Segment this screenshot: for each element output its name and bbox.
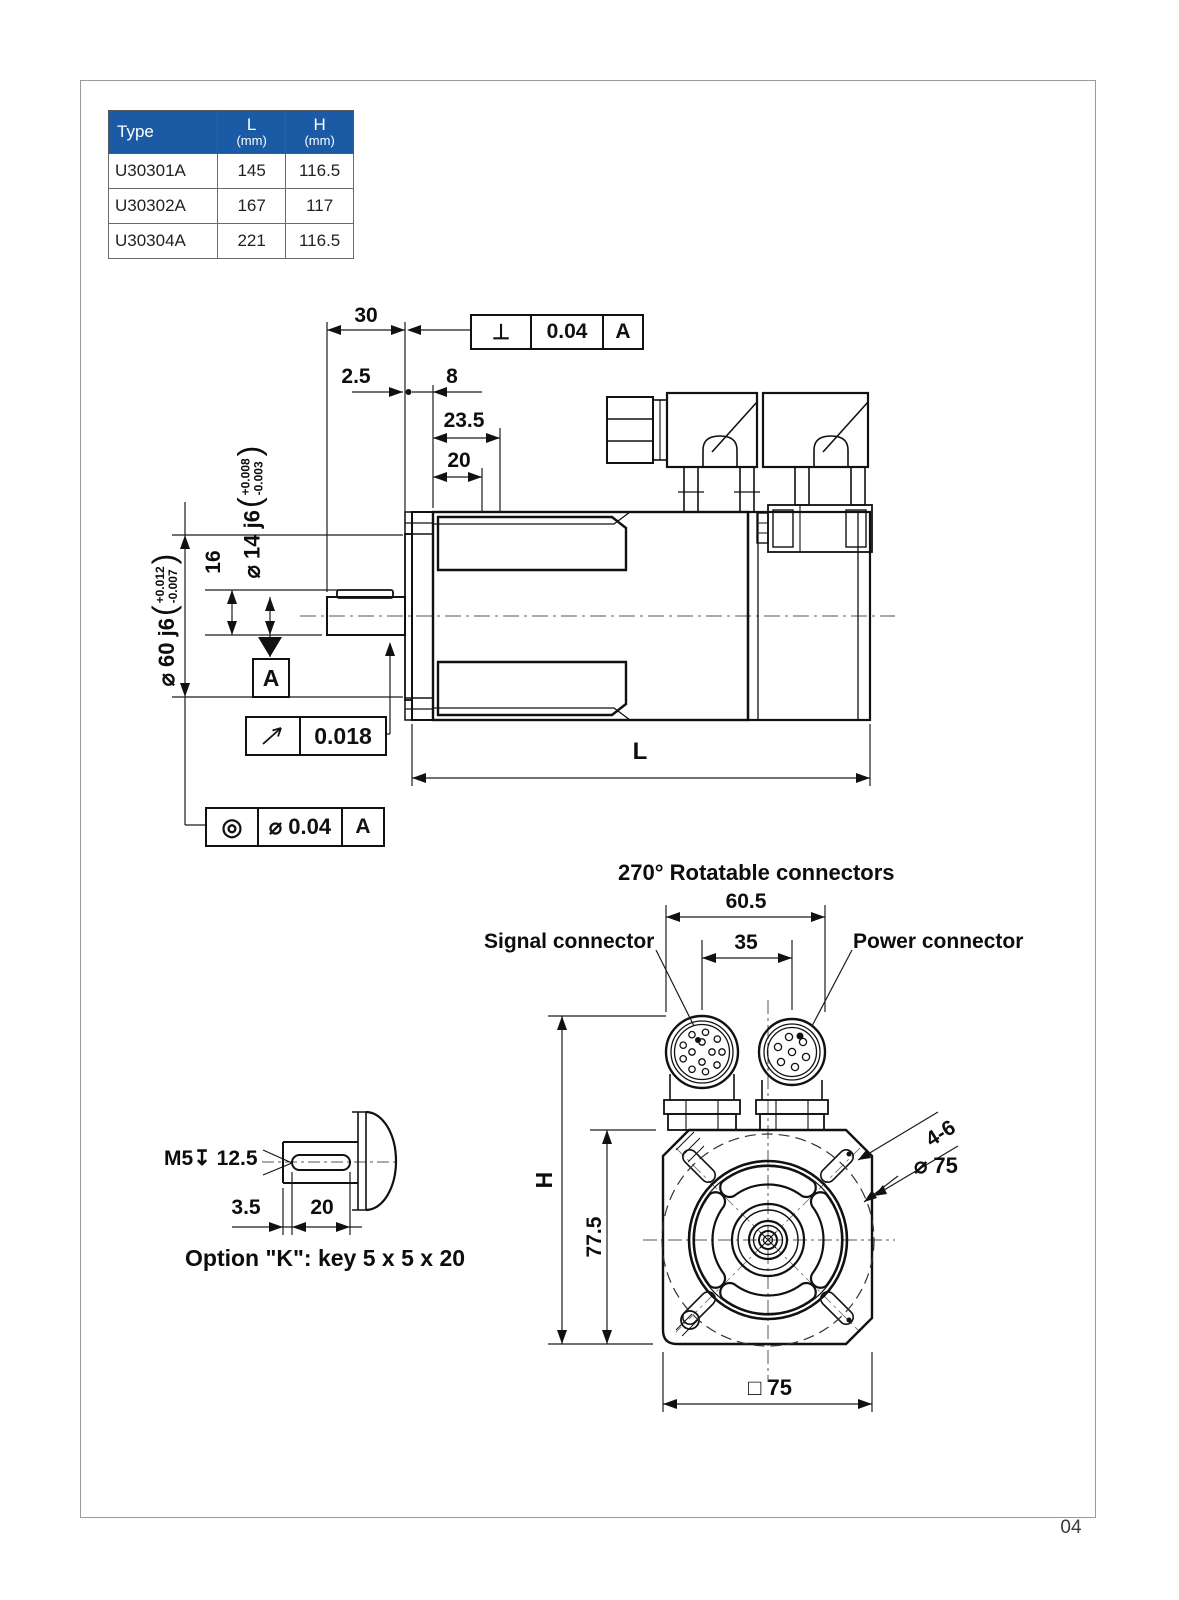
h-cell: 117	[286, 189, 354, 224]
dim-3-5: 3.5	[231, 1196, 261, 1219]
dim-key-length-20: 20	[310, 1196, 334, 1219]
dim-30: 30	[354, 304, 378, 327]
dim-height-h: H	[531, 1171, 557, 1189]
perpendicularity-icon: ⊥	[491, 320, 511, 344]
dim-mount-holes-4-6: 4-6	[921, 1115, 960, 1152]
col-header-l: L (mm)	[218, 111, 286, 154]
fcf-concentricity	[205, 807, 385, 847]
fcf-runout	[245, 716, 387, 756]
l-cell: 221	[218, 224, 286, 259]
dim-bolt-circle-75: ⌀ 75	[914, 1153, 958, 1178]
tol-minus: -0.003	[251, 461, 266, 496]
dim-23-5: 23.5	[443, 409, 485, 432]
power-connector-face	[756, 1019, 828, 1130]
square-value: 75	[767, 1375, 792, 1400]
side-view-linework	[300, 393, 895, 720]
dim-35: 35	[734, 931, 758, 954]
dim-77-5: 77.5	[583, 1216, 606, 1258]
fcf-tolerance: 0.04	[530, 316, 602, 348]
concentricity-icon: ◎	[221, 813, 243, 841]
paren-close: )	[146, 553, 183, 565]
fcf-tolerance: ⌀ 0.04	[257, 809, 341, 845]
dim-2-5: 2.5	[341, 365, 371, 388]
tol-plus: +0.008	[238, 458, 253, 496]
runout-icon	[247, 718, 299, 754]
fcf-perpendicularity	[470, 314, 644, 350]
key-option-caption: Option "K": key 5 x 5 x 20	[185, 1245, 466, 1271]
l-cell: 145	[218, 154, 286, 189]
thread-depth: 12.5	[216, 1147, 258, 1170]
fcf-datum: A	[602, 316, 642, 348]
paren-open: (	[231, 497, 268, 509]
dim-16: 16	[202, 550, 225, 574]
datum-a-box: A	[252, 658, 290, 698]
paren-close: )	[231, 445, 268, 457]
h-cell: 116.5	[286, 154, 354, 189]
pilot-tolerance-stack	[154, 566, 179, 603]
power-connector-label: Power connector	[853, 930, 1024, 953]
h-cell: 116.5	[286, 224, 354, 259]
square-symbol: □	[748, 1375, 762, 1400]
type-cell: U30304A	[109, 224, 218, 259]
paren-open: (	[146, 605, 183, 617]
page-number: 04	[1060, 1517, 1082, 1538]
dim-length-l: L	[632, 738, 648, 765]
dim-square-75	[735, 1375, 805, 1401]
type-cell: U30302A	[109, 189, 218, 224]
front-view-title: 270° Rotatable connectors	[618, 860, 895, 885]
signal-connector-face	[664, 1016, 740, 1130]
dim-60-5: 60.5	[725, 890, 767, 913]
thread-size: M5	[164, 1147, 194, 1170]
depth-icon: ↧	[193, 1147, 211, 1170]
col-header-h: H (mm)	[286, 111, 354, 154]
front-view-linework	[643, 1000, 895, 1382]
tol-minus: -0.007	[166, 569, 180, 604]
fcf-datum: A	[341, 809, 383, 845]
signal-connector-label: Signal connector	[484, 930, 655, 953]
type-cell: U30301A	[109, 154, 218, 189]
shaft-diameter-value: ⌀ 14 j6	[239, 510, 265, 579]
dim-20: 20	[447, 449, 471, 472]
shaft-tolerance-stack	[240, 458, 265, 495]
l-cell: 167	[218, 189, 286, 224]
dim-8: 8	[446, 365, 458, 388]
pilot-diameter-callout	[147, 514, 187, 726]
shaft-diameter-callout	[233, 420, 273, 605]
col-header-type: Type	[109, 111, 218, 154]
key-thread-callout	[164, 1146, 258, 1171]
fcf-tolerance: 0.018	[299, 718, 385, 754]
pilot-diameter-value: ⌀ 60 j6	[154, 618, 179, 687]
tol-plus: +0.012	[153, 566, 168, 604]
